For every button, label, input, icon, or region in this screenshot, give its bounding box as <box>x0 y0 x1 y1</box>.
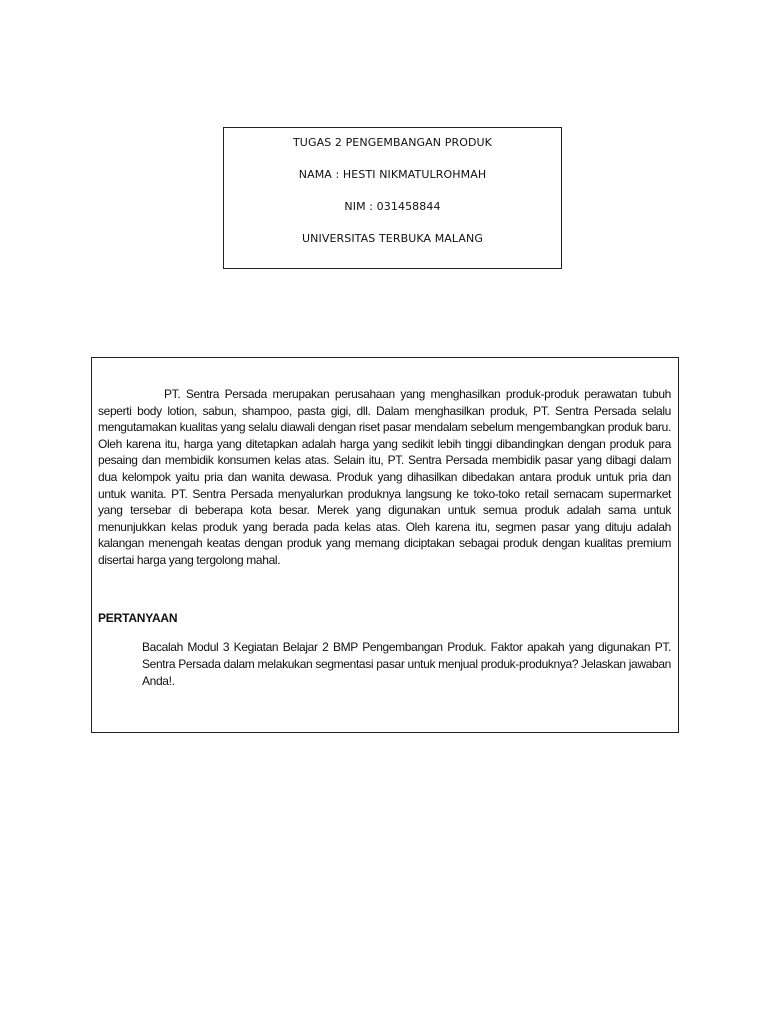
university-name: UNIVERSITAS TERBUKA MALANG <box>302 232 483 245</box>
question-text: Bacalah Modul 3 Kegiatan Belajar 2 BMP Pengembangan Produk. Faktor apakah yang digunakan PT. Sentra Persada dalam melakukan segmentasi pasar untuk menjual produk-produknya? Jelaskan jawaban Anda!. <box>142 640 671 688</box>
question-heading: PERTANYAAN <box>98 611 178 625</box>
student-name: NAMA : HESTI NIKMATULROHMAH <box>298 168 487 181</box>
case-paragraph: PT. Sentra Persada merupakan perusahaan yang menghasilkan produk-produk perawatan tubuh seperti body lotion, sabun, shampoo, pasta gigi, dll. Dalam menghasilkan produk, PT. Sentra Persada selalu mengutamakan kualitas yang selalu diawali dengan riset pasar mendalam sebelum mengembangkan produk baru. Oleh karena itu, harga yang ditetapkan adalah harga yang sedikit lebih tinggi dibandingkan dengan produk para pesaing dan membidik konsumen kelas atas. Selain itu, PT. Sentra Persada membidik pasar yang dibagi dalam dua kelompok yaitu pria dan wanita dewasa. Produk yang dihasilkan dibedakan antara produk untuk pria dan untuk wanita. PT. Sentra Persada menyalurkan produknya langsung ke toko-toko retail semacam supermarket yang tersebar di beberapa kota besar. Merek yang digunakan untuk semua produk adalah sama untuk menunjukkan kelas produk yang berada pada kelas atas. Oleh karena itu, segmen pasar yang dituju adalah kalangan menengah keatas dengan produk yang memang diciptakan sebagai produk dengan kualitas premium disertai harga yang tergolong mahal. <box>98 387 671 567</box>
header-box <box>223 127 562 269</box>
case-study-box <box>91 357 679 733</box>
student-nim: NIM : 031458844 <box>344 200 441 213</box>
assignment-title: TUGAS 2 PENGEMBANGAN PRODUK <box>292 136 492 149</box>
